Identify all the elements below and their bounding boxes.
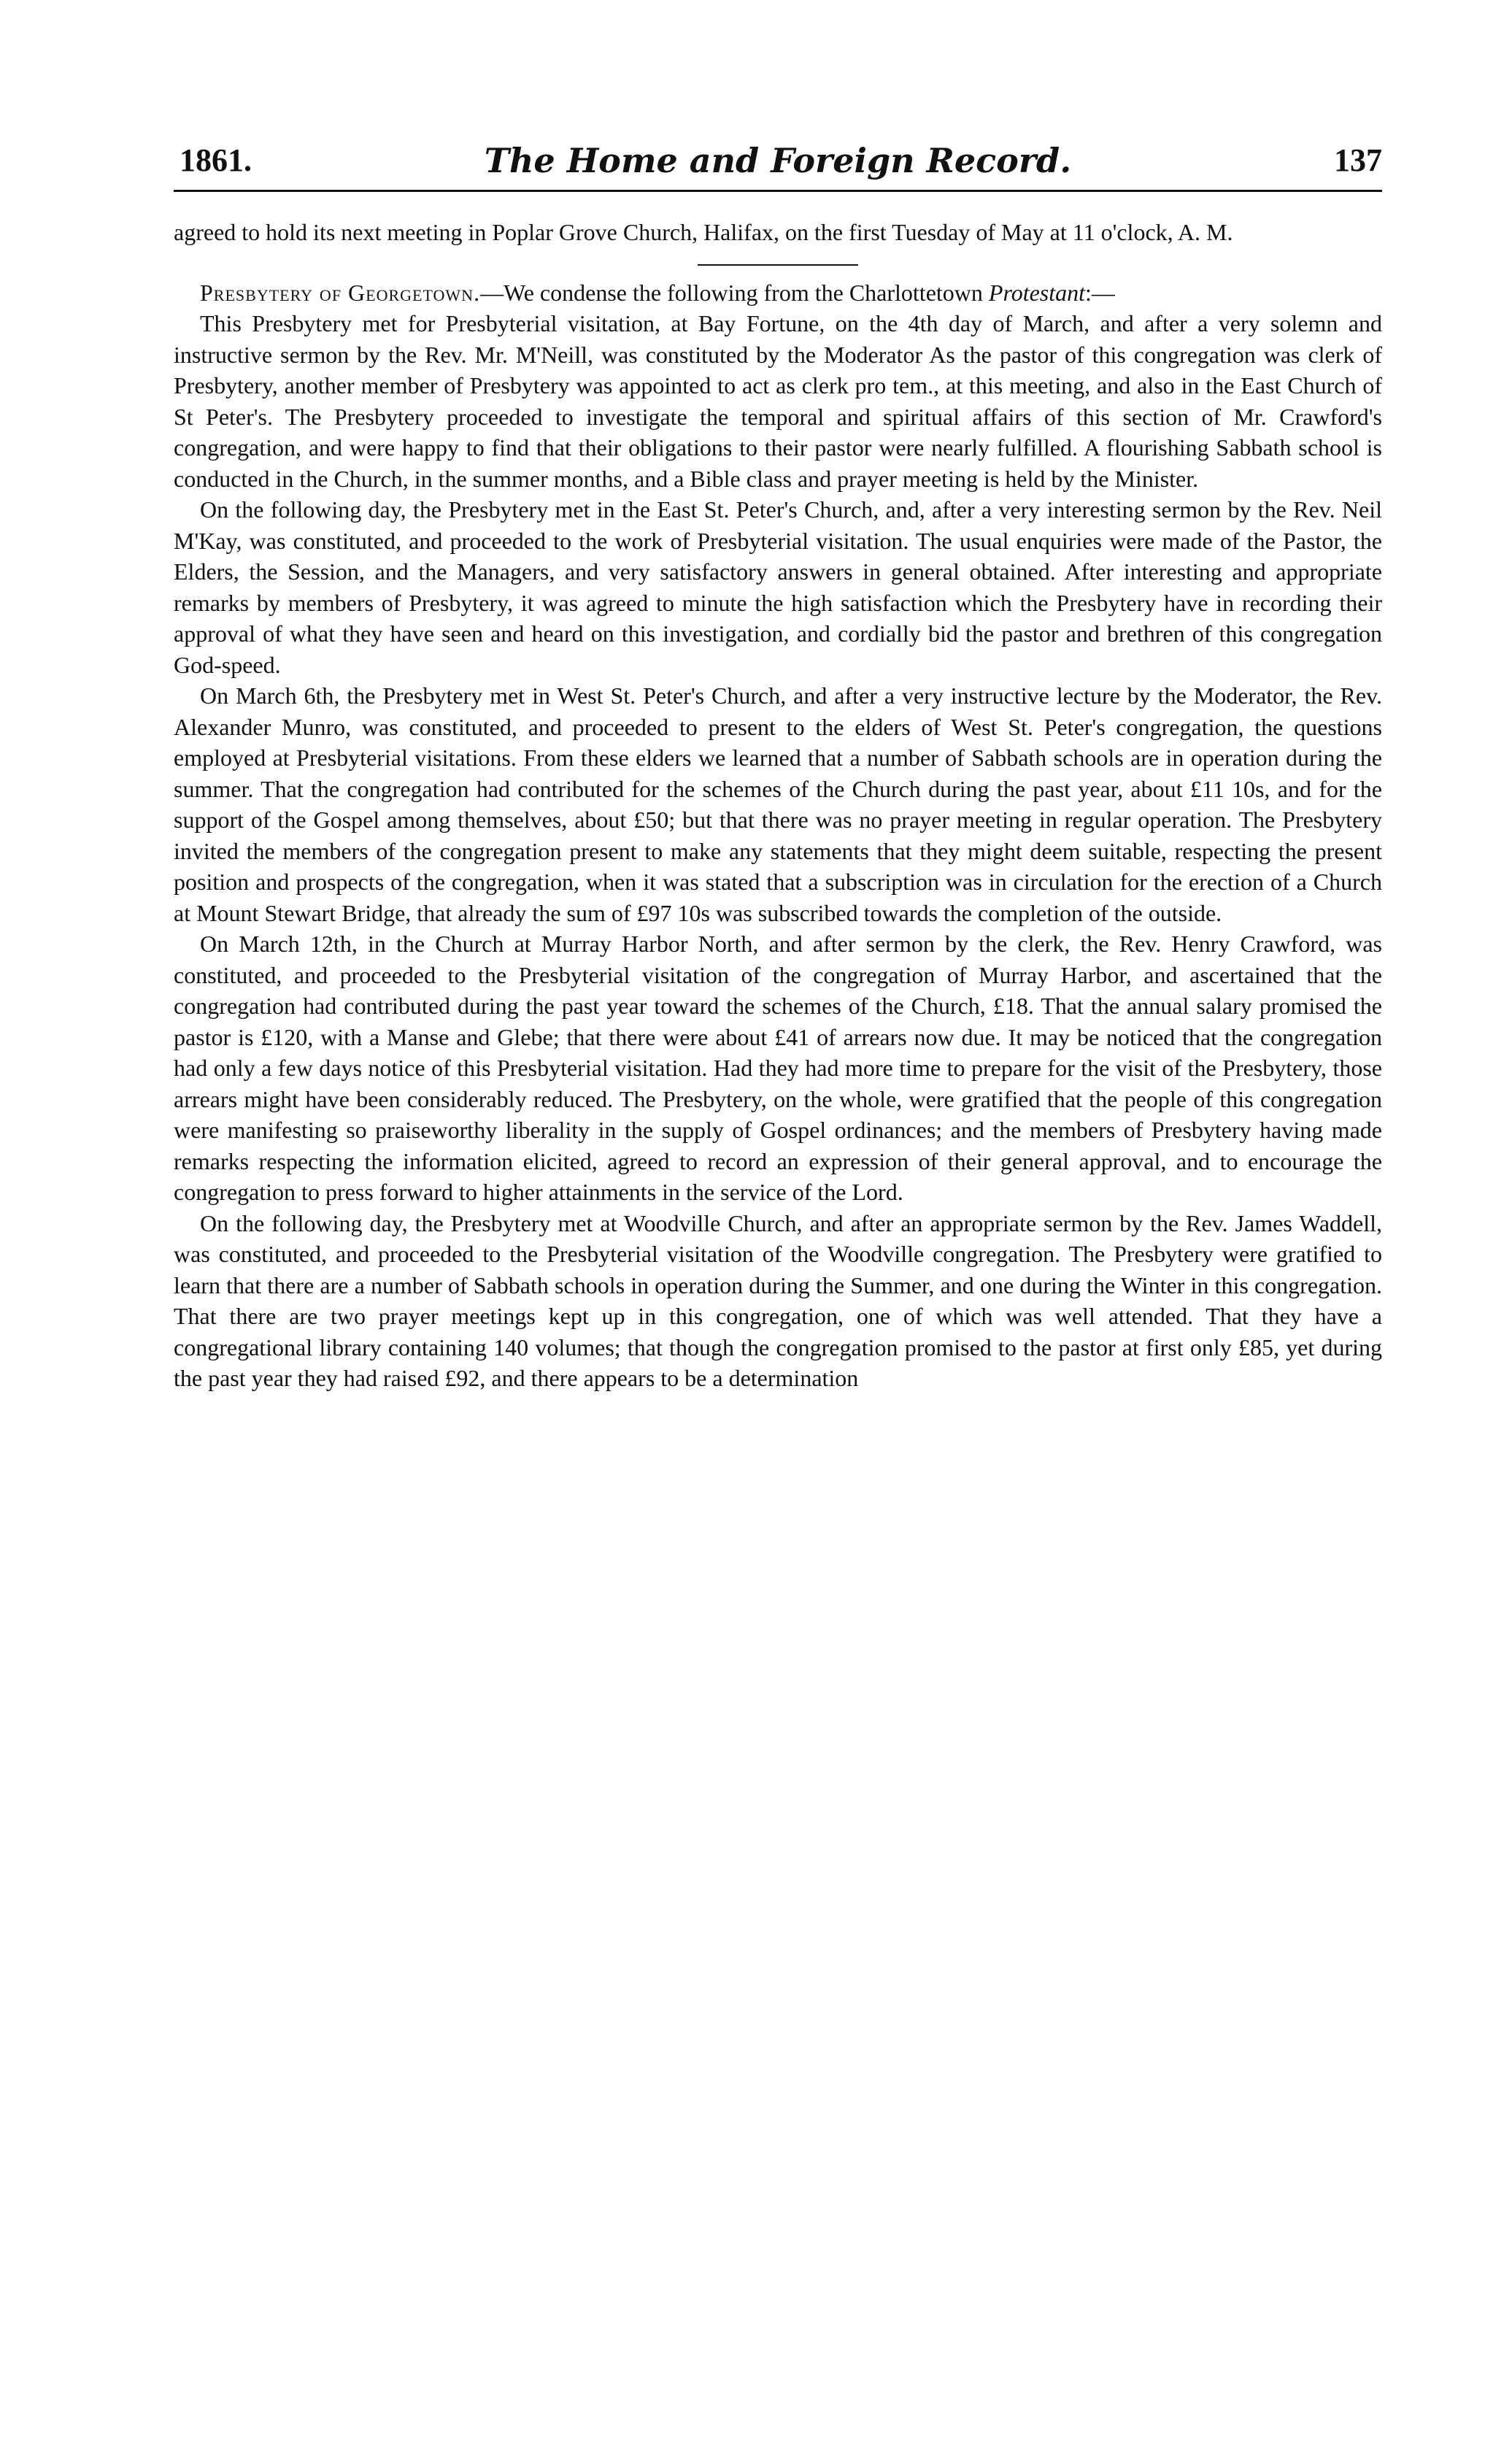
body-paragraph: On March 6th, the Presbytery met in West St. Peter's Church, and after a very instructive lecture by the Moderator, the Rev. Alexander Munro, was constituted, and proceeded to present to the elders of West St. Peter's congregation, the questions employed at Presbyterial visitations. From these elders we learned that a number of Sabbath schools are in operation during the summer. That the congregation had contributed for the schemes of the Church during the past year, about £11 10s, and for the support of the Gospel among themselves, about £50; but that there was no prayer meeting in regular operation. The Presbytery invited the members of the congregation present to make any statements that they might deem suitable, respecting the present position and prospects of the congregation, when it was stated that a subscription was in circulation for the erection of a Church at Mount Stewart Bridge, that already the sum of £97 10s was subscribed towards the completion of the outside.	[174, 682, 1382, 926]
running-header	[174, 139, 1382, 192]
intro-paragraph: agreed to hold its next meeting in Poplar Grove Church, Halifax, on the first Tuesday of May at 11 o'clock, A. M.	[174, 219, 1233, 245]
body-paragraph: On March 12th, in the Church at Murray Harbor North, and after sermon by the clerk, the Rev. Henry Crawford, was constituted, and proceeded to the Presbyterial visitation of the congregation of Murray Harbor, and ascertained that the congregation had contributed during the past year toward the schemes of the Church, £18. That the annual salary promised the pastor is £120, with a Manse and Glebe; that there were about £41 of arrears now due. It may be noticed that the congregation had only a few days notice of this Presbyterial visitation. Had they had more time to prepare for the visit of the Presbytery, those arrears might have been considerably reduced. The Presbytery, on the whole, were gratified that the people of this congregation were manifesting so praiseworthy liberality in the supply of Gospel ordinances; and the members of Presbytery having made remarks respecting the information elicited, agreed to record an expression of their general approval, and to encourage the congregation to press forward to higher attainments in the service of the Lord.	[174, 931, 1382, 1205]
journal-title: The Home and Foreign Record.	[484, 141, 1072, 180]
header-year: 1861.	[180, 142, 252, 178]
page	[174, 139, 1382, 1394]
body-paragraph: On the following day, the Presbytery met at Woodville Church, and after an appropriate sermon by the Rev. James Waddell, was constituted, and proceeded to the Presbyterial visitation of the Woodville congregation. The Presbytery were gratified to learn that there are a number of Sabbath schools in operation during the Summer, and one during the Winter in this congregation. That there are two prayer meetings kept up in this congregation, one of which was well attended. That they have a congregational library containing 140 volumes; that though the congregation promised to the pastor at first only £85, yet during the past year they had raised £92, and there appears to be a determination	[174, 1209, 1382, 1391]
article-source-tail: :—	[1085, 279, 1115, 306]
article-lead: —We condense the following from the Charlottetown	[480, 279, 983, 306]
article-source: Protestant	[988, 279, 1086, 306]
body-paragraph: This Presbytery met for Presbyterial visitation, at Bay Fortune, on the 4th day of March, and after a very solemn and instructive sermon by the Rev. Mr. M'Neill, was constituted by the Moderator As the pastor of this congregation was clerk of Presbytery, another member of Presbytery was appointed to act as clerk pro tem., at this meeting, and also in the East Church of St Peter's. The Presbytery proceeded to investigate the temporal and spiritual affairs of this section of Mr. Crawford's congregation, and were happy to find that their obligations to their pastor were nearly fulfilled. A flourishing Sabbath school is conducted in the Church, in the summer months, and a Bible class and prayer meeting is held by the Minister.	[174, 310, 1382, 492]
article-heading: Presbytery of Georgetown.	[200, 279, 481, 306]
article-lead-paragraph	[174, 277, 1382, 309]
page-number: 137	[1334, 142, 1382, 178]
section-divider	[698, 264, 858, 266]
body-paragraph: On the following day, the Presbytery met in the East St. Peter's Church, and, after a very interesting sermon by the Rev. Neil M'Kay, was constituted, and proceeded to the work of Presbyterial visitation. The usual enquiries were made of the Pastor, the Elders, the Session, and the Managers, and very satisfactory answers in general obtained. After interesting and appropriate remarks by members of Presbytery, it was agreed to minute the high satisfaction which the Presbytery have in recording their approval of what they have seen and heard on this investigation, and cordially bid the pastor and brethren of this congregation God-speed.	[174, 496, 1382, 678]
